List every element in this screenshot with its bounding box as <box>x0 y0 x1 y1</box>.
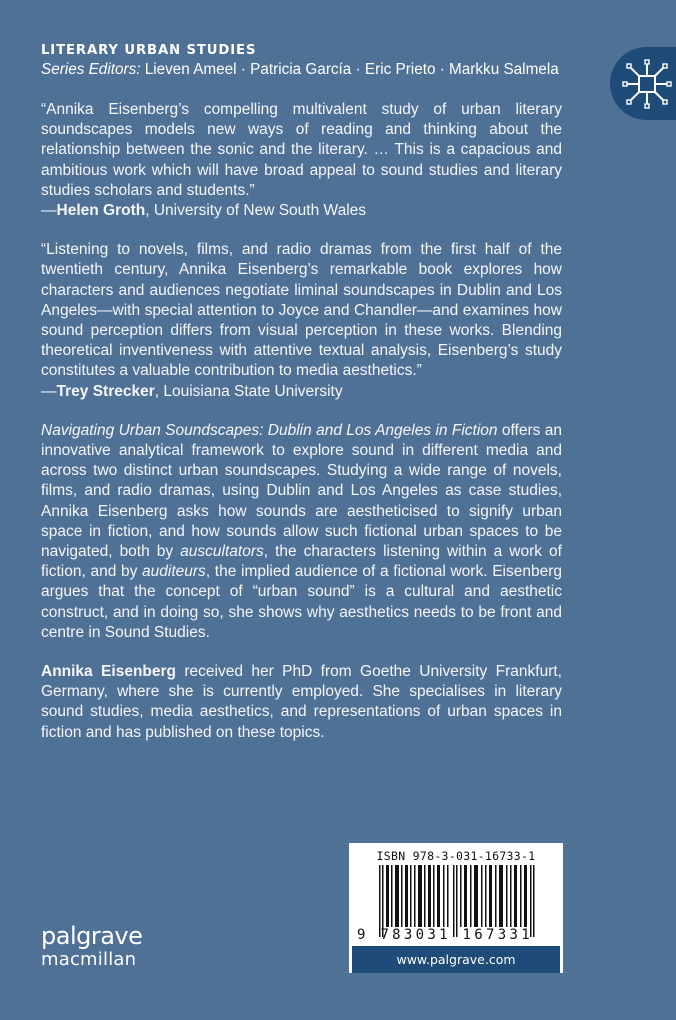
author-bio-text: received her PhD from Goethe University Frankfurt, Germany, where she is currently employed. She specialises in literary sound studies, media aesthetics, and representations of urban spaces in fiction and has published on these topics. <box>41 663 562 741</box>
description-text: offers an innovative analytical framework to explore sound in different media and across two distinct urban soundscapes. Studying a wide range of novels, films, and radio dramas, using Dublin and Los Angeles as case studies, Annika Eisenberg asks how sounds are aestheticised to signify urban space in fiction, and how sounds allow such fictional urban spaces to be navigated, both by <box>41 421 562 561</box>
quote-2 <box>41 240 562 402</box>
author-name: Annika Eisenberg <box>41 663 176 681</box>
quote-2-text: “Listening to novels, films, and radio dramas from the first half of the twentieth century, Annika Eisenberg’s remarkable book explores how characters and audiences negotiate liminal soundscapes in Dublin and Los Angeles—with special attention to Joyce and Chandler—and examines how sound perception differs from visual perception in these works. Blending theoretical inventiveness with attentive textual analysis, Eisenberg’s study constitutes a valuable contribution to media aesthetics.” <box>41 241 562 380</box>
isbn-label: ISBN 978-3-031-16733-1 <box>376 849 536 863</box>
publisher-name-line1: palgrave <box>41 922 143 950</box>
quote-1 <box>41 100 562 221</box>
quote-2-affiliation: , Louisiana State University <box>154 382 343 400</box>
quote-1-text: “Annika Eisenberg’s compelling multivalent study of urban literary soundscapes models new ways of reading and thinking about the relationship between the sonic and the literary. … This is a capacious and ambitious work which will have broad appeal to sound studies and literary studies scholars and students.” <box>41 101 562 199</box>
back-cover-text <box>41 100 562 762</box>
description-text: , the implied audience of a fictional work. Eisenberg argues that the concept of “urban sound” is a cultural and aesthetic construct, and in doing so, she shows why aesthetics needs to be front and centre in Sound Studies. <box>41 563 562 641</box>
dash: — <box>41 382 57 400</box>
publisher-name-line2: macmillan <box>41 949 137 970</box>
publisher-url[interactable]: www.palgrave.com <box>349 946 563 973</box>
isbn-barcode <box>349 843 563 973</box>
description-text: , the characters listening within a work of fiction, and by <box>41 543 562 581</box>
author-bio <box>41 662 562 743</box>
quote-2-attribution <box>41 383 343 400</box>
quote-2-author: Trey Strecker <box>56 382 155 400</box>
network-node-icon <box>620 57 674 111</box>
series-logo-tab <box>610 47 676 120</box>
series-editors-names: Lieven Ameel · Patricia García · Eric Prieto · Markku Salmela <box>144 61 559 78</box>
series-header <box>41 41 601 80</box>
book-title: Navigating Urban Soundscapes: Dublin and Los Angeles in Fiction <box>41 421 498 439</box>
series-title: LITERARY URBAN STUDIES <box>41 43 257 58</box>
quote-1-affiliation: , University of New South Wales <box>145 202 367 220</box>
book-description <box>41 421 562 643</box>
term-auscultators: auscultators <box>180 543 264 561</box>
term-auditeurs: auditeurs <box>142 563 206 581</box>
publisher-logo <box>41 924 142 971</box>
series-editors-label: Series Editors: <box>41 61 141 78</box>
series-editors <box>41 60 601 80</box>
quote-1-author: Helen Groth <box>56 202 146 220</box>
barcode-digits: 9 783031 167331 <box>357 927 533 943</box>
quote-1-attribution <box>41 202 366 219</box>
dash: — <box>41 202 57 220</box>
